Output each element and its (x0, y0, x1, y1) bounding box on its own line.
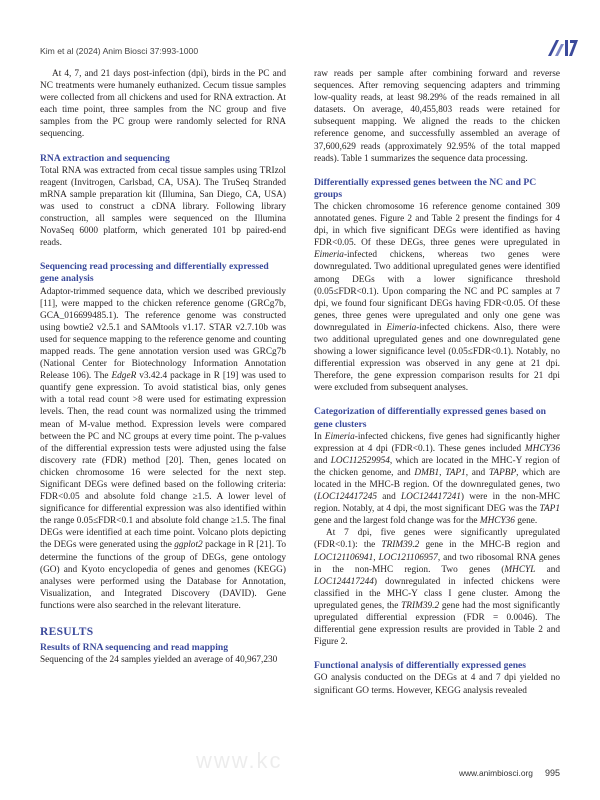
paragraph: raw reads per sample after combining forward and reverse sequences. After removing sequencing adapters and trimming low-quality reads, at least 98.29% of the reads remained in all datasets. On average, 40,455,803 reads were retained for subsequent mapping. We aligned the reads to the chicken reference genome, and successfully assembled an average of 37,600,629 reads (approximately 92.95% of the total mapped reads). Table 1 summarizes the sequence data processing. (314, 69, 560, 164)
running-head: Kim et al (2024) Anim Biosci 37:993-1000 (40, 46, 199, 56)
page-header (40, 44, 580, 64)
section-heading-rna-extraction: RNA extraction and sequencing (40, 152, 170, 164)
paragraph: Total RNA was extracted from cecal tissue samples using TRIzol reagent (Invitrogen, Carlsbad, CA, USA). The TruSeq Stranded mRNA sample preparation kit (Illumina, San Diego, CA, USA) was used to construct a cDNA library. Following library construction, all samples were sequenced on the Illumina NovaSeq 6000 platform, which generated 101 bp paired-end reads. (40, 165, 286, 249)
journal-url[interactable]: www.animbiosci.org (458, 768, 533, 778)
section-heading-rna-seq-results: Results of RNA sequencing and read mapping (40, 642, 229, 654)
paragraph: GO analysis conducted on the DEGs at 4 and 7 dpi yielded no significant GO terms. However, KEGG analysis revealed (314, 673, 560, 696)
paragraph: At 4, 7, and 21 days post-infection (dpi), birds in the PC and NC treatments were humanely euthanized. Cecum tissue samples were collected from all chickens and used for RNA extraction. At each time point, three samples from the NC group and five samples from the PC group were randomly selected for RNA sequencing. (40, 69, 286, 140)
section-heading-functional-analysis: Functional analysis of differentially expressed genes (314, 660, 527, 672)
left-column (40, 68, 286, 666)
section-heading-categorization: Categorization of differentially expressed genes based on gene clusters (314, 406, 547, 430)
journal-logo-icon (546, 36, 580, 58)
section-heading-degs: Differentially expressed genes between the NC and PC groups (314, 176, 537, 200)
page-footer (459, 768, 560, 778)
right-column (314, 68, 560, 697)
paragraph: Adaptor-trimmed sequence data, which we described previously [11], were mapped to the chicken reference genome (GRCg7b, GCA_016699485.1). The reference genome was constructed using bowtie2 v2.5.1 and SAMtools v1.17. STAR v2.7.10b was used for sequence mapping to the reference genome and counting mapped reads. The gene annotation version used was GRCg7b (National Center for Biotechnology Information Annotation Release 106). The EdgeR v3.42.4 package in R [19] was used to quantify gene expression. To avoid statistical bias, only genes with a total read count >8 were used for estimating expression levels. Then, the read count was normalized using the trimmed mean of M-value method. Expression levels were compared between the PC and NC groups at every time point. The p-values of the differential expression tests were adjusted using the false discovery rate (FDR) method [20]. Then, genes located on chicken chromosome 16 were selected for the next step. Significant DEGs were defined based on the following criteria: FDR<0.05 and absolute fold change ≥1.5. A lower level of significance for differential expression was also identified within the range 0.05≤FDR<0.1 and absolute fold change ≥1.5. The final DEGs were identified at each time point. Volcano plots depicting the DEGs were generated using the ggplot2 package in R [21]. To determine the functions of the group of DEGs, gene ontology (GO) and Kyoto encyclopedia of genes and genomes (KEGG) analyses were performed using the Database for Annotation, Visualization, and Integrated Discovery (DAVID). Gene functions were also searched in the relevant literature. (40, 286, 286, 611)
watermark: www.kc (196, 748, 283, 773)
paragraph: Sequencing of the 24 samples yielded an average of 40,967,230 (40, 655, 278, 666)
paragraph: At 7 dpi, five genes were significantly upregulated (FDR<0.1): the TRIM39.2 gene in the MHC-B region and LOC121106941, LOC121106957, and two ribosomal RNA genes in the non-MHC region. Two genes (MHCYL and LOC124417244) downregulated in infected chickens were classified in the MHC-Y class I gene cluster. Among the upregulated genes, the TRIM39.2 gene had the most significantly upregulated differential expression (FDR = 0.0046). The differential gene expression results are provided in Table 2 and Figure 2. (314, 528, 561, 648)
software-name: ggplot2 (174, 540, 203, 551)
software-name: EdgeR (111, 371, 137, 382)
section-heading-sequencing: Sequencing read processing and differentially expressed gene analysis (40, 261, 269, 285)
paragraph: In Eimeria-infected chickens, five genes had significantly higher expression at 4 dpi (FDR<0.1). These genes included MHCY36 and LOC112529954, which are located in the MHC-Y region of the chicken genome, and DMB1, TAP1, and TAPBP, which are located in the MHC-B region. Of the downregulated genes, two (LOC124417245 and LOC124417241) were in the non-MHC region. Notably, at 4 dpi, the most significant DEG was the TAP1 gene and the largest fold change was for the MHCY36 gene. (314, 431, 560, 527)
page-number: 995 (544, 768, 560, 778)
paragraph: The chicken chromosome 16 reference genome contained 309 annotated genes. Figure 2 and Table 2 present the findings for 4 dpi, in which five significant DEGs were identified as having FDR<0.05. Of these DEGs, three genes were upregulated in Eimeria-infected chickens, whereas two genes were downregulated. Two additional upregulated genes were identified among DEGs with a lower significance threshold (0.05≤FDR<0.1). Upon comparing the NC and PC samples at 7 dpi, we found four significant DEGs having FDR<0.05. Of these genes, three genes were upregulated and only one gene was downregulated in Eimeria-infected chickens. Also, there were two additional upregulated genes and one downregulated gene showing a lower significance level (0.05≤FDR<0.1). Notably, no differential expression was observed in any gene at 21 dpi. Therefore, the gene expression comparison results for 21 dpi were excluded from subsequent analyses. (314, 201, 560, 394)
section-heading-results: RESULTS (40, 626, 94, 639)
